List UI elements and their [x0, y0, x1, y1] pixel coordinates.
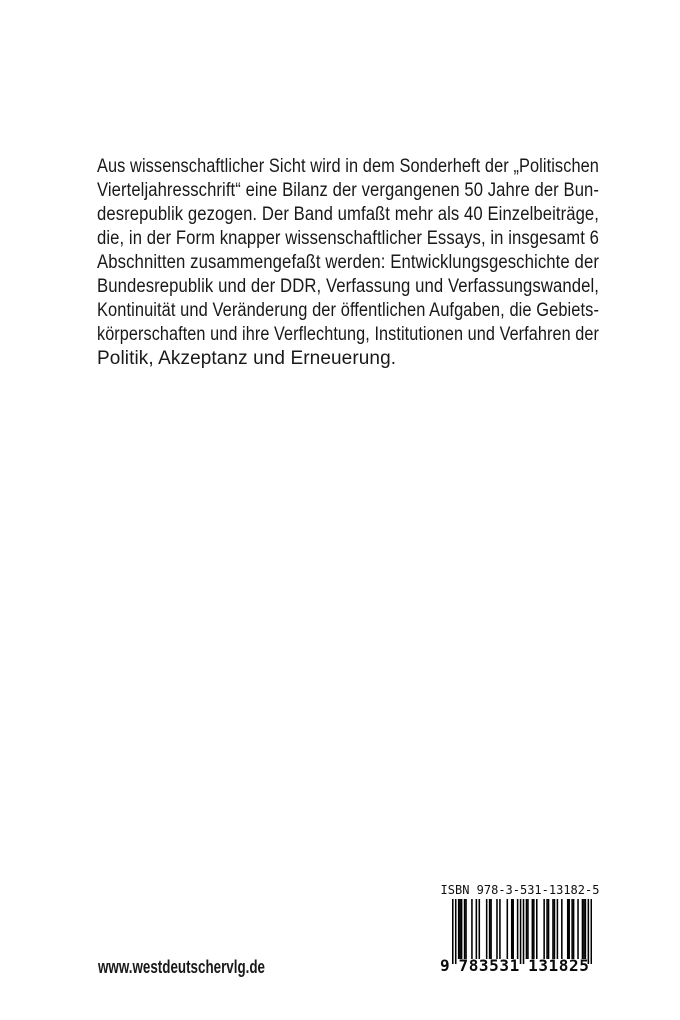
- blurb-line-text: Abschnitten zusammengefaßt werden: Entwicklungsgeschichte der: [97, 252, 599, 273]
- blurb-line-text: Politik, Akzeptanz und Erneuerung.: [97, 348, 397, 369]
- blurb-paragraph: [97, 155, 599, 371]
- blurb-line-text: Aus wissenschaftlicher Sicht wird in dem Sonderheft der „Politischen: [97, 156, 599, 177]
- blurb-line: [97, 251, 599, 275]
- ean-barcode: [452, 899, 592, 964]
- blurb-line: [97, 155, 599, 179]
- isbn-barcode-block: [437, 884, 603, 980]
- blurb-line: [97, 299, 599, 323]
- blurb-line: [97, 203, 599, 227]
- blurb-line-text: Kontinuität und Veränderung der öffentlichen Aufgaben, die Gebiets-: [97, 300, 599, 321]
- blurb-line: [97, 323, 599, 347]
- blurb-line-text: körperschaften und ihre Verflechtung, Institutionen und Verfahren der: [97, 324, 599, 345]
- blurb-line-text: desrepublik gezogen. Der Band umfaßt mehr als 40 Einzelbeiträge,: [97, 204, 599, 225]
- publisher-url-text: www.westdeutschervlg.de: [98, 957, 265, 977]
- blurb-line: [97, 227, 599, 251]
- blurb-line-text: Bundesrepublik und der DDR, Verfassung und Verfassungswandel,: [97, 276, 599, 297]
- blurb-line: [97, 179, 599, 203]
- publisher-url: [98, 955, 265, 979]
- ean-digits: 9 783531 131825: [440, 956, 590, 975]
- isbn-label: ISBN 978-3-531-13182-5: [440, 883, 600, 897]
- blurb-line-text: Vierteljahresschrift“ eine Bilanz der vergangenen 50 Jahre der Bun-: [97, 180, 599, 201]
- blurb-line: [97, 275, 599, 299]
- blurb-line-text: die, in der Form knapper wissenschaftlicher Essays, in insgesamt 6: [97, 228, 599, 249]
- blurb-line: [97, 347, 599, 371]
